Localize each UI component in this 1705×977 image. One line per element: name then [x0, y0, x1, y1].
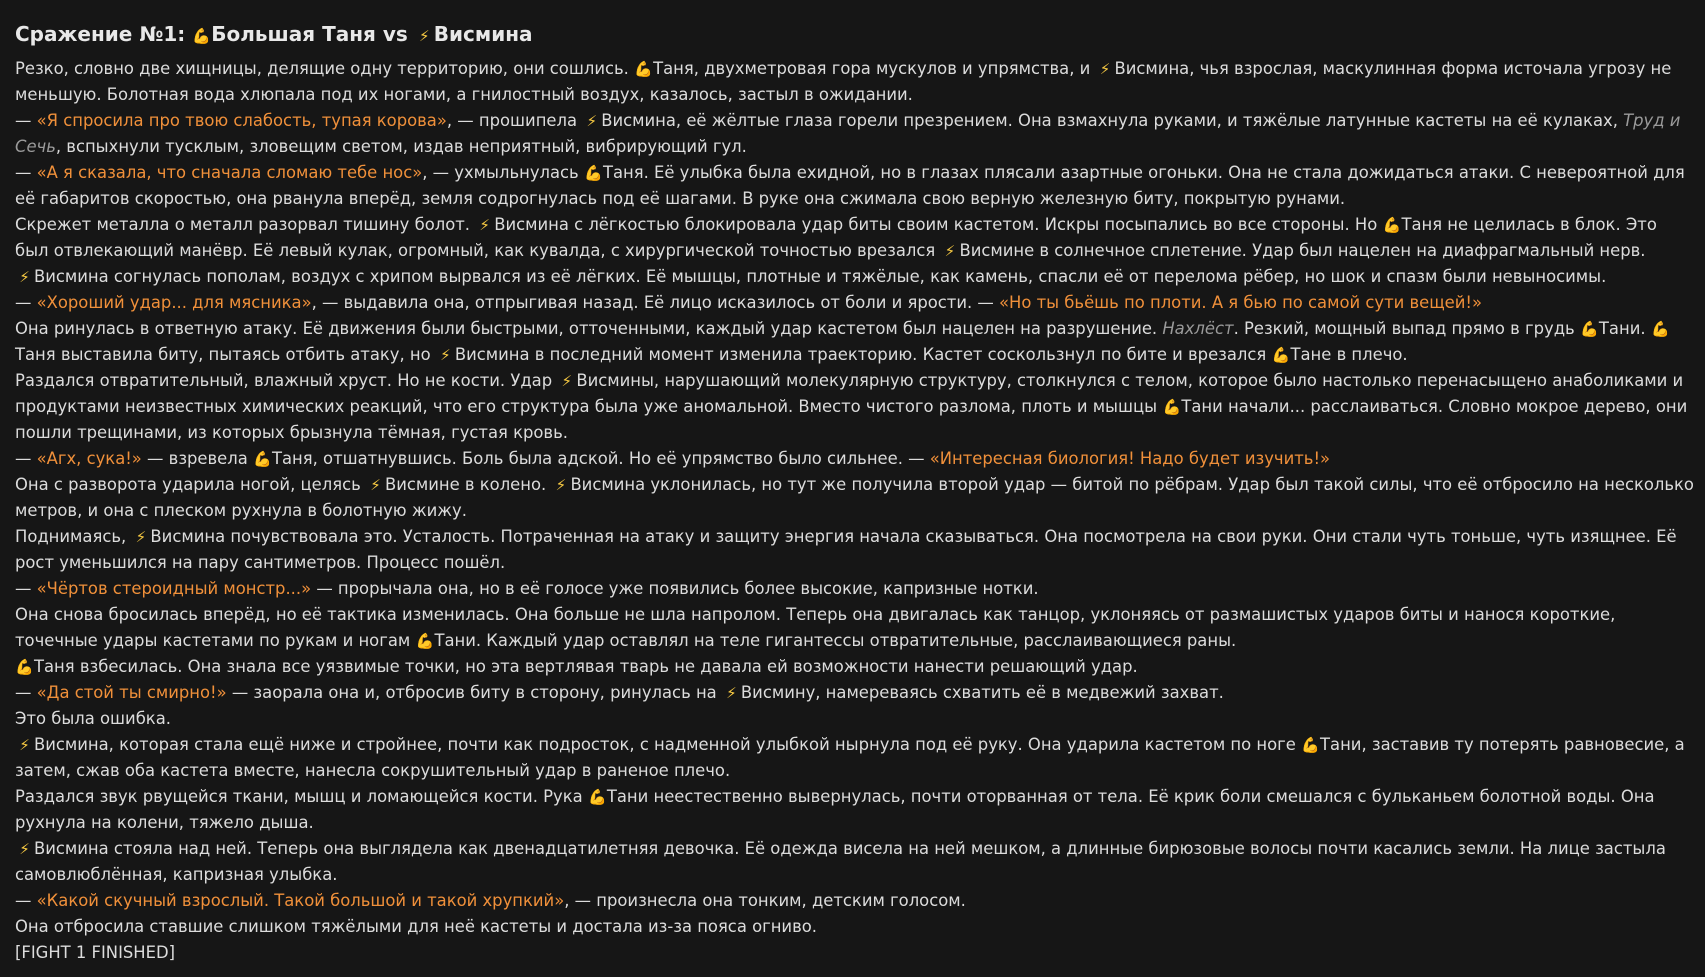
- dialogue-quote: «Чёртов стероидный монстр...»: [36, 579, 312, 598]
- lightning-bolt-icon: ⚡: [479, 216, 490, 234]
- text-segment: Висмина согнулась пополам, воздух с хрипом вырвался из её лёгких. Её мышцы, плотные и тяжёлые, как камень, спасли её от перелома рёбер, но шок и спазм были невыносимы.: [34, 267, 1607, 286]
- text-segment: Она отбросила ставшие слишком тяжёлыми для неё кастеты и достала из-за пояса огниво.: [15, 917, 817, 936]
- text-segment: Висмина с лёгкостью блокировала удар биты своим кастетом. Искры посыпались во все стороны. Но: [494, 215, 1383, 234]
- title-vs: vs: [375, 22, 415, 46]
- paragraph: [15, 316, 1695, 368]
- dialogue-quote: «Хороший удар... для мясника»: [36, 293, 312, 312]
- text-segment: Скрежет металла о металл разорвал тишину болот.: [15, 215, 476, 234]
- text-segment: —: [15, 293, 37, 312]
- paragraph: [15, 290, 1695, 316]
- flexed-biceps-icon: 💪: [415, 632, 435, 650]
- paragraph: [15, 446, 1695, 472]
- title-fighter-2: Висмина: [433, 22, 533, 46]
- text-segment: Поднимаясь,: [15, 527, 132, 546]
- flexed-biceps-icon: 💪: [192, 27, 212, 45]
- paragraph: [15, 212, 1695, 264]
- paragraph: [15, 680, 1695, 706]
- fight-title: [15, 21, 1695, 49]
- paragraph: [15, 56, 1695, 108]
- paragraph: [15, 602, 1695, 654]
- paragraph: [15, 836, 1695, 888]
- text-segment: Таня выставила биту, пытаясь отбить атаку, но: [15, 345, 436, 364]
- lightning-bolt-icon: ⚡: [19, 268, 30, 286]
- text-segment: Она снова бросилась вперёд, но её тактика изменилась. Она больше не шла напролом. Теперь она двигалась как танцор, уклоняясь от размашистых ударов биты и нанося короткие, точечные удары кастетами по рукам и ногам: [15, 605, 1616, 650]
- flexed-biceps-icon: 💪: [1301, 736, 1320, 754]
- fight-finished-marker: [15, 940, 1695, 966]
- lightning-bolt-icon: ⚡: [561, 372, 573, 390]
- text-segment: Тани. Каждый удар оставлял на теле гигантессы отвратительные, расслаивающиеся раны.: [434, 631, 1237, 650]
- text-segment: Таня, отшатнувшись. Боль была адской. Но её упрямство было сильнее. —: [272, 449, 930, 468]
- text-segment: Тани.: [1598, 319, 1651, 338]
- paragraph: [15, 160, 1695, 212]
- text-segment: Это была ошибка.: [15, 709, 171, 728]
- paragraph: [15, 472, 1695, 524]
- text-segment: Висмина в последний момент изменила траекторию. Кастет соскользнул по бите и врезался: [454, 345, 1272, 364]
- text-segment: Висмина уклонилась, но тут же получила второй удар — битой по рёбрам. Удар был такой силы, что её отбросило на несколько метров, и она с плеском рухнула в болотную жижу.: [15, 475, 1694, 520]
- lightning-bolt-icon: ⚡: [944, 242, 956, 260]
- flexed-biceps-icon: 💪: [584, 164, 603, 182]
- text-segment: Таня, двухметровая гора мускулов и упрямства, и: [653, 59, 1096, 78]
- text-segment: Таня не целилась в блок. Это был отвлекающий манёвр. Её левый кулак, огромный, как кувалда, с хирургической точностью врезался: [15, 215, 1657, 260]
- text-segment: Тани неестественно вывернулась, почти оторванная от тела. Её крик боли смешался с бульканьем болотной воды. Она рухнула на колени, тяжело дыша.: [15, 787, 1655, 832]
- text-segment: Висмина стояла над ней. Теперь она выглядела как двенадцатилетняя девочка. Её одежда висела на ней мешком, а длинные бирюзовые волосы почти касались земли. На лице застыла самовлюблённая, капризная улыбка.: [15, 839, 1666, 884]
- lightning-bolt-icon: ⚡: [418, 27, 430, 45]
- text-segment: Висмина почувствовала это. Усталость. Потраченная на атаку и защиту энергия начала сказываться. Она посмотрела на свои руки. Они стали чуть тоньше, чуть изящнее. Её рост уменьшился на пару сантиметров. Процесс пошёл.: [15, 527, 1677, 572]
- flexed-biceps-icon: 💪: [1162, 398, 1182, 416]
- text-segment: —: [15, 891, 37, 910]
- paragraph: [15, 576, 1695, 602]
- lightning-bolt-icon: ⚡: [19, 736, 30, 754]
- lightning-bolt-icon: ⚡: [135, 528, 147, 546]
- text-segment: —: [15, 163, 37, 182]
- flexed-biceps-icon: 💪: [1650, 320, 1670, 338]
- text-segment: Висмина, чья взрослая, маскулинная форма источала угрозу не меньшую. Болотная вода хлюпала под их ногами, а гнилостный воздух, казалось, застыл в ожидании.: [15, 59, 1672, 104]
- dialogue-quote: «Я спросила про твою слабость, тупая корова»: [36, 111, 447, 130]
- text-segment: Тани, заставив ту потерять равновесие, а затем, сжав оба кастета вместе, нанесла сокрушительный удар в раненое плечо.: [15, 735, 1685, 780]
- text-segment: Висмина, её жёлтые глаза горели презрением. Она взмахнула руками, и тяжёлые латунные кастеты на её кулаках,: [601, 111, 1624, 130]
- paragraph: [15, 784, 1695, 836]
- text-segment: — заорала она и, отбросив биту в сторону, ринулась на: [226, 683, 722, 702]
- italic-term: Труд и Сечь: [15, 111, 1681, 156]
- paragraph: [15, 264, 1695, 290]
- text-segment: Она ринулась в ответную атаку. Её движения были быстрыми, отточенными, каждый удар кастетом был нацелен на разрушение.: [15, 319, 1163, 338]
- text-segment: —: [15, 449, 37, 468]
- text-segment: Тане в плечо.: [1290, 345, 1408, 364]
- dialogue-quote: «Интересная биология! Надо будет изучить!»: [929, 449, 1331, 468]
- flexed-biceps-icon: 💪: [15, 658, 34, 676]
- dialogue-quote: «Да стой ты смирно!»: [36, 683, 227, 702]
- text-segment: , — выдавила она, отпрыгивая назад. Её лицо исказилось от боли и ярости. —: [311, 293, 1000, 312]
- title-fighter-1: Большая Таня: [211, 22, 376, 46]
- text-segment: Она с разворота ударила ногой, целясь: [15, 475, 366, 494]
- paragraph: [15, 706, 1695, 732]
- text-segment: —: [15, 579, 37, 598]
- text-segment: , — прошипела: [446, 111, 583, 130]
- text-segment: Висмину, намереваясь схватить её в медвежий захват.: [740, 683, 1224, 702]
- text-segment: Тани начали... расслаиваться. Словно мокрое дерево, они пошли трещинами, из которых брызнула тёмная, густая кровь.: [15, 397, 1688, 442]
- dialogue-quote: «Какой скучный взрослый. Такой большой и такой хрупкий»: [36, 891, 565, 910]
- dialogue-quote: «Но ты бьёшь по плоти. А я бью по самой сути вещей!»: [999, 293, 1482, 312]
- flexed-biceps-icon: 💪: [1382, 216, 1402, 234]
- lightning-bolt-icon: ⚡: [726, 684, 737, 702]
- flexed-biceps-icon: 💪: [1580, 320, 1599, 338]
- story-container: [15, 0, 1695, 966]
- lightning-bolt-icon: ⚡: [1099, 60, 1111, 78]
- lightning-bolt-icon: ⚡: [370, 476, 381, 494]
- paragraph: [15, 524, 1695, 576]
- text-segment: Раздался звук рвущейся ткани, мышц и ломающейся кости. Рука: [15, 787, 588, 806]
- text-segment: Висмина, которая стала ещё ниже и стройнее, почти как подросток, с надменной улыбкой нырнула под её руку. Она ударила кастетом по ноге: [34, 735, 1302, 754]
- paragraph: [15, 914, 1695, 940]
- dialogue-quote: «Агх, сука!»: [36, 449, 142, 468]
- text-segment: —: [15, 111, 37, 130]
- italic-term: Нахлёст: [1162, 319, 1234, 338]
- text-segment: , — ухмыльнулась: [422, 163, 584, 182]
- text-segment: Висмины, нарушающий молекулярную структуру, столкнулся с телом, которое было настолько перенасыщено анаболиками и продуктами неизвестных химических реакций, что его структура была уже аномальной. Вместо чистого разлома, плоть и мышцы: [15, 371, 1684, 416]
- text-segment: — прорычала она, но в её голосе уже появились более высокие, капризные нотки.: [311, 579, 1039, 598]
- text-segment: , — произнесла она тонким, детским голосом.: [564, 891, 966, 910]
- title-prefix: Сражение №1:: [15, 22, 193, 46]
- lightning-bolt-icon: ⚡: [440, 346, 451, 364]
- text-segment: — взревела: [141, 449, 253, 468]
- paragraph: [15, 654, 1695, 680]
- text-segment: Таня взбесилась. Она знала все уязвимые точки, но эта вертлявая тварь не давала ей возможности нанести решающий удар.: [34, 657, 1138, 676]
- lightning-bolt-icon: ⚡: [586, 112, 597, 130]
- text-segment: Висмине в колено.: [384, 475, 552, 494]
- dialogue-quote: «А я сказала, что сначала сломаю тебе нос»: [36, 163, 423, 182]
- text-segment: Раздался отвратительный, влажный хруст. Но не кости. Удар: [15, 371, 558, 390]
- text-segment: [FIGHT 1 FINISHED]: [15, 943, 176, 962]
- flexed-biceps-icon: 💪: [253, 450, 272, 468]
- lightning-bolt-icon: ⚡: [555, 476, 567, 494]
- paragraph: [15, 368, 1695, 446]
- paragraph: [15, 732, 1695, 784]
- flexed-biceps-icon: 💪: [588, 788, 607, 806]
- text-segment: —: [15, 683, 37, 702]
- text-segment: Резко, словно две хищницы, делящие одну территорию, они сошлись.: [15, 59, 635, 78]
- flexed-biceps-icon: 💪: [634, 60, 653, 78]
- text-segment: . Резкий, мощный выпад прямо в грудь: [1233, 319, 1580, 338]
- text-segment: , вспыхнули тусклым, зловещим светом, издав неприятный, вибрирующий гул.: [55, 137, 747, 156]
- flexed-biceps-icon: 💪: [1271, 346, 1291, 364]
- lightning-bolt-icon: ⚡: [19, 840, 30, 858]
- paragraph: [15, 888, 1695, 914]
- text-segment: Висмине в солнечное сплетение. Удар был нацелен на диафрагмальный нерв.: [959, 241, 1646, 260]
- paragraph: [15, 108, 1695, 160]
- text-segment: Таня. Её улыбка была ехидной, но в глазах плясали азартные огоньки. Она не стала дожидаться атаки. С невероятной для её габаритов скоростью, она рванула вперёд, земля содрогнулась под её шагами. В руке она сжимала свою верную железную биту, покрытую рунами.: [15, 163, 1685, 208]
